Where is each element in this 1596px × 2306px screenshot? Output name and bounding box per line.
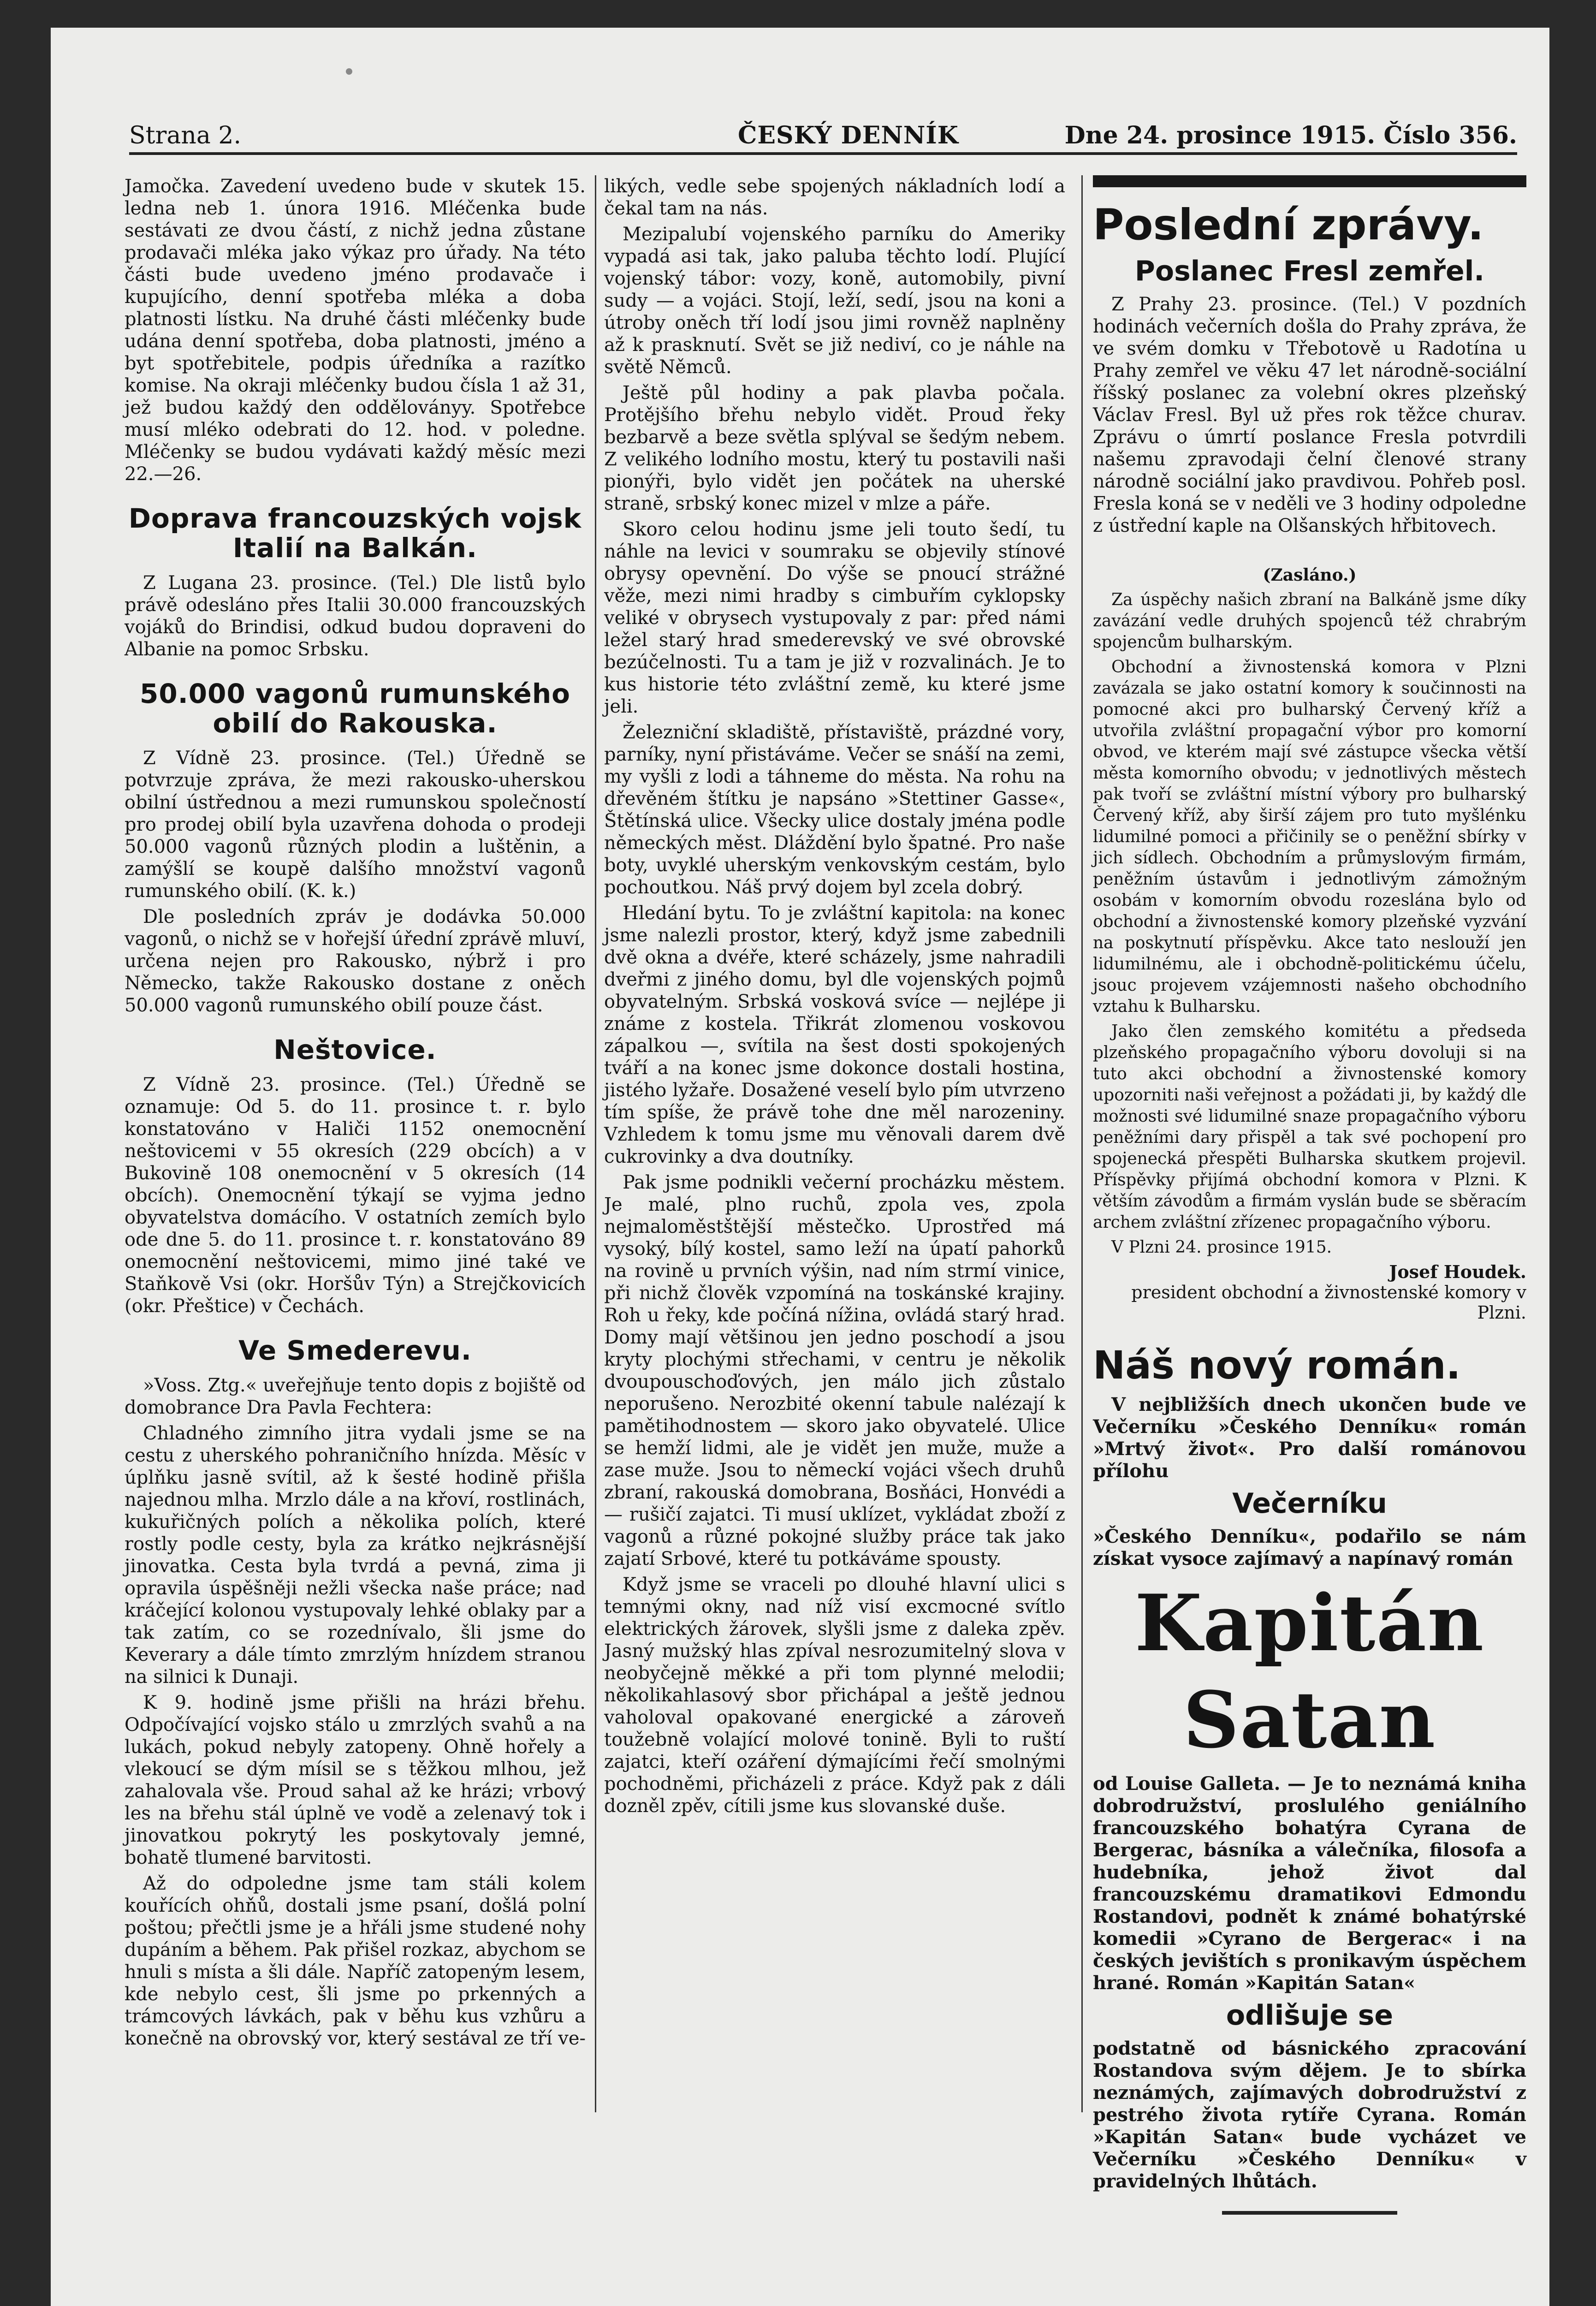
article-continuation: Jamočka. Zavedení uvedeno bude v skutek 15. ledna neb 1. února 1916. Mléčenka bude sestávati ze dvou částí, z nichž jedna zůstane prodavači mléka jako výkaz pro úřady. Na této části bude uvedeno jméno prodavače i kupujícího, denní spotřeba mléka a doba platnosti lístku. Na druhé části mléčenky bude udána denní spotřeba, doba platnosti, jméno a byt spotřebitele, podpis úředníka a razítko komise. Na okraji mléčenky budou čísla 1 až 31, jež budou každý den odděloványy. Spotřebce musí mléko odebrati do 12. hod. v poledne. Mléčenky se budou vydávati každý měsíc mezi 22.—26.: [125, 176, 586, 485]
column-2: [604, 175, 1065, 2181]
paper-speck: [346, 68, 352, 75]
signature-name: Josef Houdek.: [1389, 1261, 1526, 1282]
article-text: Hledání bytu. To je zvláštní kapitola: na konec jsme nalezli prostor, který, když jsme zabednili dvě okna a dvéře, které scházely, jsme nahradili dveřmi z jiného domu, byl dle vojenských pojmů obyvatelným. Srbská vosková svíce — nejlépe ji známe z kostela. Třikrát zlomenou voskovou zápalkou —, svítila na šest dosti spokojených tváří a na konec jsme dokonce dostali hostina, jistého lyžaře. Dosažené veselí bylo pím utvrzeno tím spíše, že právě tohe dne měl narozeniny. Vzhledem k tomu jsme mu věnovali darem dvě cukrovinky a dva doutníky.: [604, 903, 1065, 1167]
issue-date: Dne 24. prosince 1915. Číslo 356.: [1064, 121, 1517, 149]
article-text: Za úspěchy našich zbraní na Balkáně jsme díky zavázání vedle druhých spojenců též chrabrým spojencům bulharským.: [1093, 590, 1526, 652]
headline-fresl: Poslanec Fresl zemřel.: [1134, 255, 1485, 287]
headline-smederevo: Ve Smederevu.: [238, 1335, 472, 1366]
dateline: V Plzni 24. prosince 1915.: [1111, 1238, 1332, 1257]
article-text: od Louise Galleta. — Je to neznámá kniha dobrodružství, proslulého geniálního francouzského bohatýra Cyrana de Bergerac, básníka a válečníka, filosofa a hudebníka, jehož život dal francouzskému dramatikovi Edmondu Rostandovi, podnět k známé bohatýrské komedii »Cyrano de Bergerac« i na českých jevištích s pronikavým úspěchem hrané. Román »Kapitán Satan«: [1093, 1773, 1526, 1994]
signature-title: president obchodní a živnostenské komory v Plzni.: [1131, 1282, 1526, 1323]
article-text: Z Vídně 23. prosince. (Tel.) Úředně se potvrzuje zpráva, že mezi rakousko-uherskou obilní ústřednou a mezi rumunskou společností pro prodej obilí byla uzavřena dohoda o prodeji 50.000 vagonů různých plodin a luštěnin, a zamýšlí se koupě dalšího množství vagonů rumunského obilí. (K. k.): [125, 748, 586, 902]
column-divider: [595, 175, 596, 2112]
article-text: Chladného zimního jitra vydali jsme se na cestu z uherského pohraničního hnízda. Měsíc v úplňku jasně svítil, až k šesté hodině přišla najednou mlha. Mrzlo dále a na křoví, rostlinách, kukuřičných polích a několika polích, které rostly podle cesty, byla za krátko nejkrásnější jinovatka. Cesta byla tvrdá a pevná, zima ji opravila úspěšněji nežli všecka naše práce; nad kráčející kolonou vystupovaly lehké oblaky par a tak zatím, co se rozednívalo, šli jsme do Keverary a dále tímto zmrzlým hnízdem stranou na silnici k Dunaji.: [125, 1423, 586, 1688]
headline-smallpox: Neštovice.: [273, 1034, 437, 1065]
article-text: Obchodní a živnostenská komora v Plzni zavázala se jako ostatní komory k součinnosti na pomocné akci pro bulharský Červený kříž a utvořila zvláštní propagační výbor pro komorní obvod, ve kterém mají své zástupce všecka větší města komorního obvodu; v jednotlivých městech pak tvoří se zvláštní místní výbory pro bulharský Červený kříž, aby širší zájem pro tuto myšlénku lidumilné pomoci a přičinily se o peněžní sbírky v jich sídlech. Obchodním a průmyslovým firmám, peněžním ústavům i jednotlivým zámožným osobám v komorním obvodu rozeslána bylo od obchodní a živnostenské komory plzeňské vyzvání na poskytnutí příspěvku. Akce tato neslouží jen lidumilnému, ale i obchodně-politickému účelu, jsouc projevem vzájemnosti našeho obchodního vztahu k Bulharsku.: [1093, 658, 1526, 1016]
supplement-name: Večerníku: [1232, 1487, 1387, 1520]
article-text: Jako člen zemského komitétu a předseda plzeňského propagačního výboru dovoluji si na tuto akci obchodní a živnostenské komory upozorniti naši veřejnost a požádati ji, by každý dle možnosti své lidumilné snaze propagačního výboru peněžními dary přispěl a tak své pochopení pro spojenecká přespěti Bulharska skutkem projevil. Příspěvky přijímá obchodní komora v Plzni. K větším závodům a firmám vyslán bude se sběracím archem zvláštní zřízenec propagačního výboru.: [1093, 1022, 1526, 1232]
novel-title-banner: Kapitán Satan: [1134, 1577, 1485, 1765]
article-text: »Českého Denníku«, podařilo se nám získat vysoce zajímavý a napínavý román: [1093, 1526, 1526, 1569]
section-title-latest-news: Poslední zprávy.: [1093, 200, 1484, 250]
end-rule: [1222, 2211, 1397, 2215]
headline-grain: 50.000 vagonů rumunského obilí do Rakouska.: [139, 678, 571, 739]
headline-troops: Doprava francouzských vojsk Italií na Balkán.: [128, 503, 582, 564]
article-text: podstatně od básnického zpracování Rostandova svým dějem. Je to sbírka neznámých, zajímavých dobrodružství z pestrého života rytíře Cyrana. Román »Kapitán Satan« bude vycházet ve Večerníku »Českého Denníku« v pravidelných lhůtách.: [1093, 2038, 1526, 2192]
section-bar: [1093, 175, 1526, 187]
column-1: [125, 175, 586, 2181]
sent-in-label: (Zasláno.): [1263, 565, 1357, 585]
emphasis-heading: odlišuje se: [1226, 1999, 1394, 2032]
article-text: Mezipalubí vojenského parníku do Ameriky vypadá asi tak, jako paluba těchto lodí. Plující vojenský tábor: vozy, koně, automobily, pivní sudy — a vojáci. Stojí, leží, sedí, jsou na koni a útroby oněch tří lodí jsou jimi rovněž naplněny až k prasknutí. Svět se již nediví, co je náhle na světě Němců.: [604, 224, 1065, 378]
article-text: Pak jsme podnikli večerní procházku městem. Je malé, plno ruchů, zpola ves, zpola nejmaloměstštější městečko. Uprostřed má vysoký, bílý kostel, samo leží na úpatí pahorků na rovině u prvních výšin, nad ním strmí vinice, při nichž člověk vzpomíná na toskánské krajiny. Roh u řeky, kde počíná nížina, ovládá starý hrad. Domy mají většinou jen jedno poschodí a jsou kryty plochými střechami, v centru je několik dvoupouschoďových, jen málo jich zůstalo neporušeno. Nerozbité okenní tabule nalézají k pamětihodnostem — skoro jako obyvatelé. Ulice se hemží lidmi, ale je vidět jen muže, muže a zase muže. Jsou to německí vojáci všech druhů zbraní, rakouská domobrana, Bosňáci, Honvédi a — rušičí zajatci. Ti musí uklízet, vykládat zboží z vagonů a různé pokojné služby práce tak jako zajatí Srbové, které tu potkáváme spousty.: [604, 1172, 1065, 1569]
column-divider: [1081, 175, 1083, 2112]
newspaper-title: ČESKÝ DENNÍK: [738, 121, 959, 149]
article-text: K 9. hodině jsme přišli na hrázi břehu. Odpočívající vojsko stálo u zmrzlých svahů a na lukách, pokud nebyly zatopeny. Ohně hořely a vlekoucí se dým mísil se s těžkou mlhou, jež zahalovala vše. Proud sahal až ke hrázi; vrbový les na břehu stál úplně ve vodě a zelenavý tok i jinovatkou pokrytý les poskytovaly jemné, bohatě tlumené barvitosti.: [125, 1692, 586, 1868]
article-text: likých, vedle sebe spojených nákladních lodí a čekal tam na nás.: [604, 176, 1065, 219]
page-header: [129, 97, 1517, 155]
article-text: Až do odpoledne jsme tam stáli kolem kouřících ohňů, dostali jsme psaní, došlá polní poštou; přečtli jsme je a hřáli jsme studené nohy dupáním a během. Pak přišel rozkaz, abychom se hnuli s místa a šli dále. Napříč zatopeným lesem, kde nebylo cest, šli jsme po prkenných a trámcových lávkách, pak v běhu kus vzhůru a konečně na obrovský vor, který sestával ze tří ve-: [125, 1873, 586, 2049]
article-text: »Voss. Ztg.« uveřejňuje tento dopis z bojiště od domobrance Dra Pavla Fechtera:: [125, 1375, 586, 1418]
section-title-novel: Náš nový román.: [1093, 1343, 1461, 1388]
article-text: Železniční skladiště, přístaviště, prázdné vory, parníky, nyní přistáváme. Večer se snáší na zemi, my vyšli z lodi a táhneme do města. Na rohu na dřevěném štítku je napsáno »Stettiner Gasse«, Štětínská ulice. Všecky ulice dostaly jména podle německých měst. Dláždění bylo špatné. Pro naše boty, uvyklé uherským venkovským cestám, bylo pochoutkou. Náš prvý dojem byl zcela dobrý.: [604, 722, 1065, 898]
article-text: Dle posledních zpráv je dodávka 50.000 vagonů, o nichž se v hořejší úřední zprávě mluví, určena nejen pro Rakousko, nýbrž i pro Německo, takže Rakousko dostane z oněch 50.000 vagonů rumunského obilí pouze část.: [125, 906, 586, 1016]
article-text: Z Prahy 23. prosince. (Tel.) V pozdních hodinách večerních došla do Prahy zpráva, že ve svém domku v Třebotově u Radotína u Prahy zemřel ve věku 47 let národně-sociální říšský poslanec za volební okres plzeňský Václav Fresl. Byl už přes rok těžce churav. Zprávu o úmrtí poslance Fresla potvrdili našemu zpravodaji čelní členové strany národně sociální jako pravdivou. Pohřeb posl. Fresla koná se v neděli ve 3 hodiny odpoledne z ústřední kaple na Olšanských hřbitovech.: [1093, 294, 1526, 536]
article-text: Z Vídně 23. prosince. (Tel.) Úředně se oznamuje: Od 5. do 11. prosince t. r. bylo konstatováno v Haliči 1152 onemocnění neštovicemi v 55 okresích (229 obcích) a v Bukovině 108 onemocnění v 5 okresích (14 obcích). Onemocnění týkají se vyjma jedno obyvatelstva domácího. V ostatních zemích bylo ode dne 5. do 11. prosince t. r. konstatováno 89 onemocnění neštovicemi, mimo jiné také ve Staňkově Vsi (okr. Horšův Týn) a Strejčkovicích (okr. Přeštice) v Čechách.: [125, 1074, 586, 1317]
article-text: Když jsme se vraceli po dlouhé hlavní ulici s temnými okny, nad níž visí excmocné svítlo elektrických žárovek, slyšli jsme z daleka zpěv. Jasný mužský hlas zpíval nesrozumitelný slova v neobyčejně měkké a při tom plynné melodii; několikahlasový sbor přichápal a ještě jednou vaholoval opakované energické a zároveň toužebně volající molové tonině. Byli to ruští zajatci, kteří ozáření dýmajícími řečí smolnými pochodněmi, přicházeli z práce. Když pak z dáli dozněl zpěv, cítili jsme kus slovanské duše.: [604, 1574, 1065, 1817]
article-text: Z Lugana 23. prosince. (Tel.) Dle listů bylo právě odesláno přes Italii 30.000 francouzských vojáků do Brindisi, odkud budou dopraveni do Albanie na pomoc Srbsku.: [125, 572, 586, 660]
column-3: [1093, 175, 1526, 2192]
page-number: Strana 2.: [129, 122, 242, 149]
article-text: Skoro celou hodinu jsme jeli touto šedí, tu náhle na levici v soumraku se objevily stínové obrysy opevnění. Do výše se pnoucí strážné věže, mezi nimi hradby s cimbuřím cyklopsky veliké v obrysech vystupovaly z par: před námi ležel starý hrad smederevský ve své obrovské bezúčelnosti. Tu a tam je již v rozvalinách. Je to kus historie této zvláštní země, ku které jsme jeli.: [604, 519, 1065, 717]
article-text: V nejbližších dnech ukončen bude ve Večerníku »Českého Denníku« román »Mrtvý život«. Pro další románovou přílohu: [1093, 1394, 1526, 1482]
article-text: Ještě půl hodiny a pak plavba počala. Protějšího břehu nebylo vidět. Proud řeky bezbarvě a beze světla splýval se šedým nebem. Z velikého lodního mostu, který tu postavili naši pionýři, bylo vidět jen počátek na uherské straně, srbský konec mizel v mlze a páře.: [604, 382, 1065, 514]
